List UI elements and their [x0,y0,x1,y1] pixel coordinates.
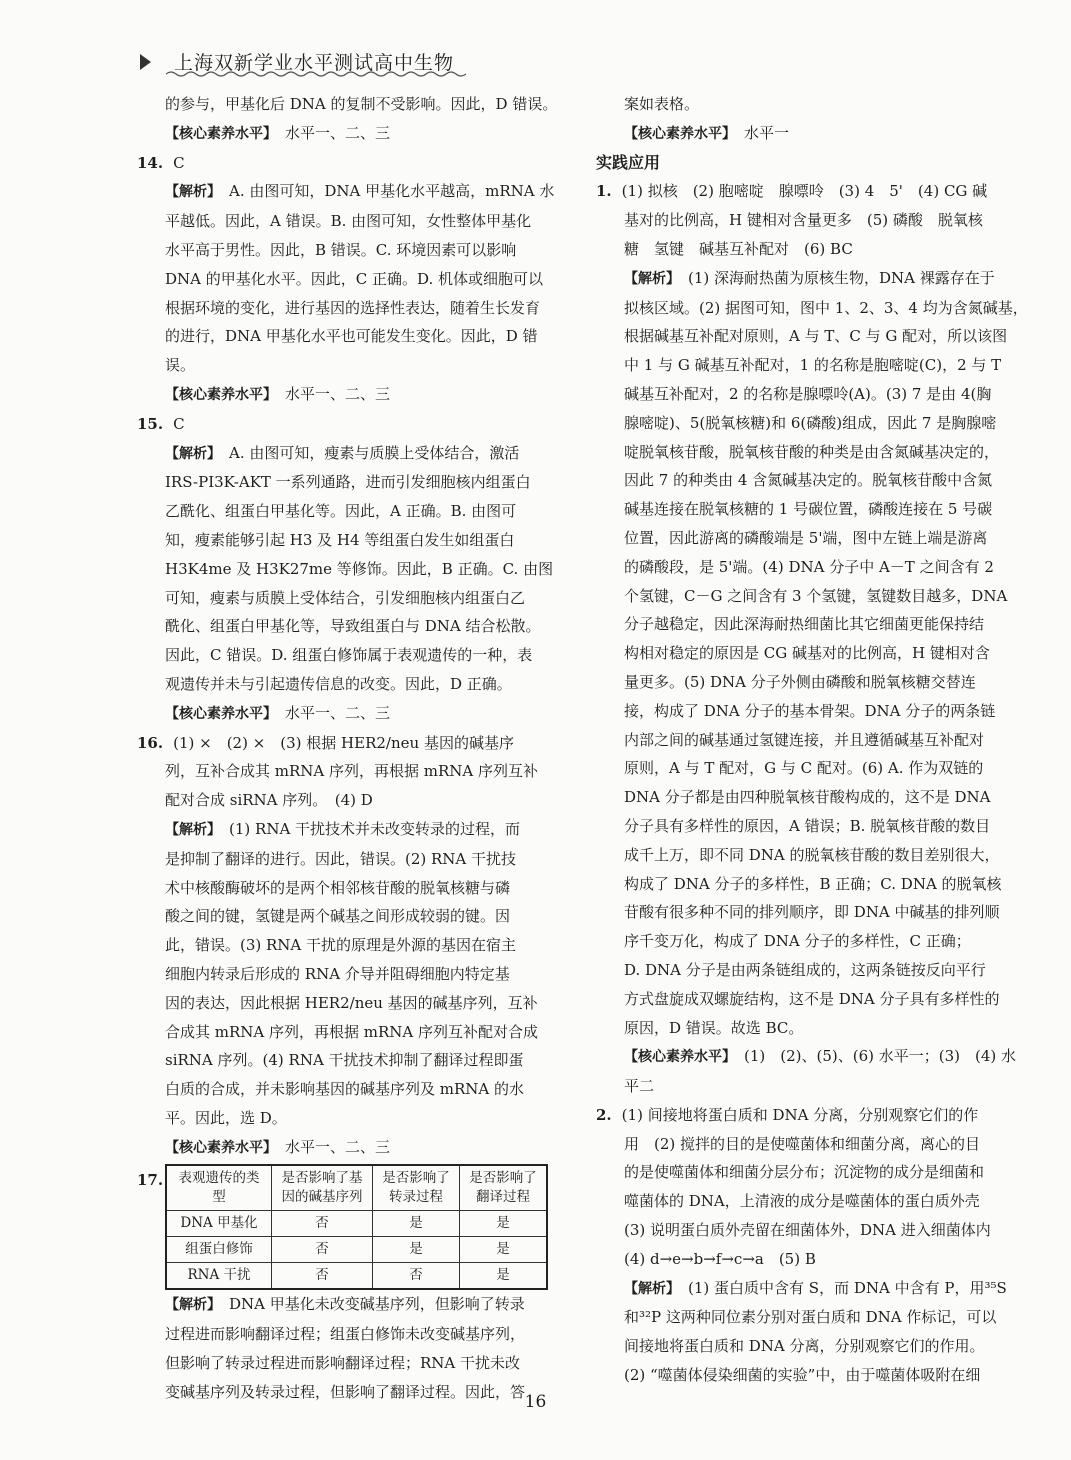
answer-line: (1) × (2) × (3) 根据 HER2/neu 基因的碱基序 [173,733,514,752]
literacy-tag: 【核心素养水平】 [624,125,729,142]
literacy-text: 平二 [624,1077,655,1096]
analysis-line: 变碱基序列及转录过程，但影响了翻译过程。因此，答 [165,1382,526,1401]
analysis-line: 合成其 mRNA 序列，再根据 mRNA 序列互补配对合成 [165,1022,539,1041]
table-row [166,1237,547,1263]
analysis-line: 间接地将蛋白质和 DNA 分离，分别观察它们的作用。 [624,1337,985,1356]
answer-line: (3) 说明蛋白质外壳留在细菌体外，DNA 进入细菌体内 [624,1221,991,1240]
table-header: 是否影响了转录过程 [373,1165,460,1211]
answer-line: (1) 拟核 (2) 胞嘧啶 腺嘌呤 (3) 4 5' (4) CG 碱 [621,182,988,201]
question-number: 16. [137,733,164,752]
analysis-line: 构相对稳定的原因是 CG 碱基对的比例高，H 键相对含 [624,644,990,663]
literacy-tag: 【核心素养水平】 [165,125,270,142]
literacy-text: (1) (2)、(5)、(6) 水平一；(3) (4) 水 [744,1047,1017,1066]
answer: C [173,153,185,172]
table-cell: 否 [373,1263,460,1290]
analysis-line: 酸之间的键，氢键是两个碱基之间形成较弱的键。因 [165,907,511,926]
table-cell: 组蛋白修饰 [166,1237,272,1263]
analysis-line: A. 由图可知，瘦素与质膜上受体结合，激活 [229,443,520,462]
table-cell: DNA 甲基化 [166,1211,272,1237]
page-number: 16 [524,1392,547,1412]
literacy-tag: 【核心素养水平】 [624,1049,729,1066]
analysis-line: 碱基互补配对，2 的名称是腺嘌呤(A)。(3) 7 是由 4(胸 [624,384,992,403]
literacy-tag: 【核心素养水平】 [165,1139,270,1156]
question-number: 14. [137,153,164,172]
analysis-line: 术中核酸酶破坏的是两个相邻核苷酸的脱氧核糖与磷 [165,878,511,897]
table-header: 表观遗传的类型 [166,1165,272,1211]
answer-line: 配对合成 siRNA 序列。 (4) D [165,791,373,810]
answer-line: (4) d→e→b→f→c→a (5) B [624,1249,816,1268]
left-column [137,90,567,1407]
analysis-line: 白质的合成，并未影响基因的碱基序列及 mRNA 的水 [165,1080,525,1099]
analysis-line: 根据环境的变化，进行基因的选择性表达，随着生长发育 [165,298,541,317]
analysis-line: 水平高于男性。因此，B 错误。C. 环境因素可以影响 [165,240,517,259]
question-15-answer [137,410,567,439]
literacy-tag: 【核心素养水平】 [165,386,270,403]
table-cell: 否 [272,1263,373,1290]
answer-line: 的是使噬菌体和细菌分层分布；沉淀物的成分是细菌和 [624,1163,985,1182]
question-2-answer [596,1101,1036,1274]
analysis-line: 因此 7 的种类由 4 含氮碱基决定的。脱氧核苷酸中含氮 [624,471,993,490]
analysis-line: 接，构成了 DNA 分子的基本骨架。DNA 分子的两条链 [624,701,996,720]
table-cell: 否 [272,1237,373,1263]
table-cell: 是 [373,1237,460,1263]
analysis-line: DNA 的甲基化水平。因此，C 正确。D. 机体或细胞可以 [165,269,544,288]
analysis-line: 根据碱基互补配对原则，A 与 T、C 与 G 配对，所以该图 [624,327,1008,346]
analysis-line: 因的表达，因此根据 HER2/neu 基因的碱基序列，互补 [165,993,538,1012]
analysis-line: 内部之间的碱基通过氢键连接，并且遵循碱基互补配对 [624,730,985,749]
table-cell: 是 [460,1237,548,1263]
analysis-line: H3K4me 及 H3K27me 等修饰。因此，B 正确。C. 由图 [165,559,554,578]
analysis-line: 但影响了转录过程进而影响翻译过程；RNA 干扰未改 [165,1354,521,1373]
analysis-line: 酰化、组蛋白甲基化等，导致组蛋白与 DNA 结合松散。 [165,617,541,636]
analysis-line: 腺嘧啶)、5(脱氧核糖)和 6(磷酸)组成，因此 7 是胸腺嘧 [624,413,997,432]
question-16-analysis [137,815,567,1163]
question-1-answer [596,177,1036,263]
analysis-line: 过程进而影响翻译过程；组蛋白修饰未改变碱基序列， [165,1325,526,1344]
question-2-analysis [596,1274,1036,1390]
right-column [596,90,1036,1390]
table-header-row [166,1165,547,1211]
continued-text: 的参与，甲基化后 DNA 的复制不受影响。因此，D 错误。 [165,95,558,113]
analysis-line: 分子越稳定，因此深海耐热细菌比其它细菌更能保持结 [624,615,985,634]
analysis-line: 知，瘦素能够引起 H3 及 H4 等组蛋白发生如组蛋白 [165,530,515,549]
analysis-line: DNA 分子都是由四种脱氧核苷酸构成的，这不是 DNA [624,788,991,807]
analysis-line: 原因，D 错误。故选 BC。 [624,1018,804,1037]
wavy-underline [166,70,466,78]
analysis-line: 啶脱氧核苷酸，脱氧核苷酸的种类是由含氮碱基决定的， [624,442,1000,461]
literacy-level [137,119,567,149]
question-16-answer [137,729,567,815]
question-17-analysis [137,1290,567,1406]
analysis-line: DNA 甲基化未改变碱基序列，但影响了转录 [229,1295,525,1314]
analysis-line: 位置，因此游离的磷酸端是 5'端，图中左链上端是游离 [624,528,988,547]
analysis-line: 平越低。因此，A 错误。B. 由图可知，女性整体甲基化 [165,212,532,231]
answer: C [173,414,185,433]
answer-line: 用 (2) 搅拌的目的是使噬菌体和细菌分离，离心的目 [624,1134,981,1153]
analysis-line: 拟核区域。(2) 据图可知，图中 1、2、3、4 均为含氮碱基， [624,298,1028,317]
analysis-line: 中 1 与 G 碱基互补配对，1 的名称是胞嘧啶(C)，2 与 T [624,356,1002,375]
literacy-text: 水平一、二、三 [285,1137,391,1156]
analysis-line: 分子具有多样性的原因，A 错误；B. 脱氧核苷酸的数目 [624,816,991,835]
analysis-line: 个氢键，C－G 之间含有 3 个氢键，氢键数目越多，DNA [624,586,1008,605]
table-header: 是否影响了翻译过程 [460,1165,548,1211]
question-number: 17. [137,1171,164,1190]
table-cell: 是 [373,1211,460,1237]
analysis-line: 可知，瘦素与质膜上受体结合，引发细胞核内组蛋白乙 [165,588,526,607]
section-title: 实践应用 [596,152,661,172]
analysis-tag: 【解析】 [165,1297,214,1314]
page-header [140,44,460,80]
literacy-level [596,119,1036,149]
question-1-analysis [596,264,1036,1101]
analysis-line: 平。因此，选 D。 [165,1108,287,1127]
question-17 [137,1164,567,1290]
analysis-line: 因此，C 错误。D. 组蛋白修饰属于表观遗传的一种，表 [165,646,533,665]
analysis-line: 和³²P 这两种同位素分别对蛋白质和 DNA 作标记，可以 [624,1308,997,1327]
literacy-tag: 【核心素养水平】 [165,705,270,722]
continued-text: 案如表格。 [624,95,700,113]
answer-line: (1) 间接地将蛋白质和 DNA 分离，分别观察它们的作 [621,1105,979,1124]
analysis-line: 苷酸有很多种不同的排列顺序，即 DNA 中碱基的排列顺 [624,903,1000,922]
literacy-text: 水平一 [744,123,790,142]
answer-line: 基对的比例高，H 键相对含量更多 (5) 磷酸 脱氧核 [624,211,983,230]
question-15-analysis [137,439,567,729]
question-14-analysis [137,177,567,409]
analysis-line: (1) 深海耐热菌为原核生物，DNA 裸露存在于 [688,268,995,287]
table-cell: RNA 干扰 [166,1263,272,1290]
analysis-line: 原则，A 与 T 配对，G 与 C 配对。(6) A. 作为双链的 [624,759,984,778]
question-number: 2. [596,1105,612,1124]
analysis-line: 成千上万，即不同 DNA 的脱氧核苷酸的数目差别很大， [624,845,1000,864]
analysis-line: 乙酰化、组蛋白甲基化等。因此，A 正确。B. 由图可 [165,502,517,521]
table-cell: 是 [460,1211,548,1237]
analysis-line: 量更多。(5) DNA 分子外侧由磷酸和脱氧核糖交替连 [624,672,976,691]
book-title: 上海双新学业水平测试高中生物 [174,52,455,74]
analysis-tag: 【解析】 [624,270,673,287]
literacy-text: 水平一、二、三 [285,703,391,722]
literacy-text: 水平一、二、三 [285,384,391,403]
analysis-line: D. DNA 分子是由两条链组成的，这两条链按反向平行 [624,960,986,979]
analysis-line: A. 由图可知，DNA 甲基化水平越高，mRNA 水 [229,182,555,201]
analysis-tag: 【解析】 [165,821,214,838]
answer-line: 糖 氢键 碱基互补配对 (6) BC [624,239,853,258]
question-number: 1. [596,182,612,201]
table-row [166,1211,547,1237]
triangle-icon [140,54,151,70]
analysis-line: (2) “噬菌体侵染细菌的实验”中，由于噬菌体吸附在细 [624,1366,981,1385]
table-header: 是否影响了基因的碱基序列 [272,1165,373,1211]
table-row [166,1263,547,1290]
analysis-tag: 【解析】 [165,445,214,462]
analysis-line: siRNA 序列。(4) RNA 干扰技术抑制了翻译过程即蛋 [165,1051,524,1070]
analysis-line: 的进行，DNA 甲基化水平也可能发生变化。因此，D 错误。 [165,327,538,375]
table-cell: 是 [460,1263,548,1290]
analysis-tag: 【解析】 [624,1280,673,1297]
epigenetics-table [165,1164,548,1290]
analysis-line: IRS-PI3K-AKT 一系列通路，进而引发细胞核内组蛋白 [165,473,531,492]
analysis-line: 构成了 DNA 分子的多样性，B 正确；C. DNA 的脱氧核 [624,874,1002,893]
answer-line: 列，互补合成其 mRNA 序列，再根据 mRNA 序列互补 [165,762,539,781]
analysis-line: 观遗传并未与引起遗传信息的改变。因此，D 正确。 [165,674,512,693]
table-cell: 否 [272,1211,373,1237]
question-number: 15. [137,414,164,433]
analysis-line: 方式盘旋成双螺旋结构，这不是 DNA 分子具有多样性的 [624,989,1000,1008]
analysis-line: 是抑制了翻译的进行。因此，错误。(2) RNA 干扰技 [165,849,517,868]
analysis-line: (1) RNA 干扰技术并未改变转录的过程，而 [229,819,521,838]
literacy-text: 水平一、二、三 [285,123,391,142]
analysis-line: 的磷酸段，是 5'端。(4) DNA 分子中 A－T 之间含有 2 [624,557,994,576]
analysis-line: 此，错误。(3) RNA 干扰的原理是外源的基因在宿主 [165,936,517,955]
analysis-tag: 【解析】 [165,184,214,201]
analysis-line: 细胞内转录后形成的 RNA 介导并阻碍细胞内特定基 [165,964,510,983]
question-14-answer [137,149,567,178]
analysis-line: (1) 蛋白质中含有 S，而 DNA 中含有 P，用³⁵S [688,1278,1007,1297]
analysis-line: 序千变万化，构成了 DNA 分子的多样性，C 正确； [624,932,971,951]
answer-line: 噬菌体的 DNA，上清液的成分是噬菌体的蛋白质外壳 [624,1192,980,1211]
analysis-line: 碱基连接在脱氧核糖的 1 号碳位置，磷酸连接在 5 号碳 [624,500,993,519]
